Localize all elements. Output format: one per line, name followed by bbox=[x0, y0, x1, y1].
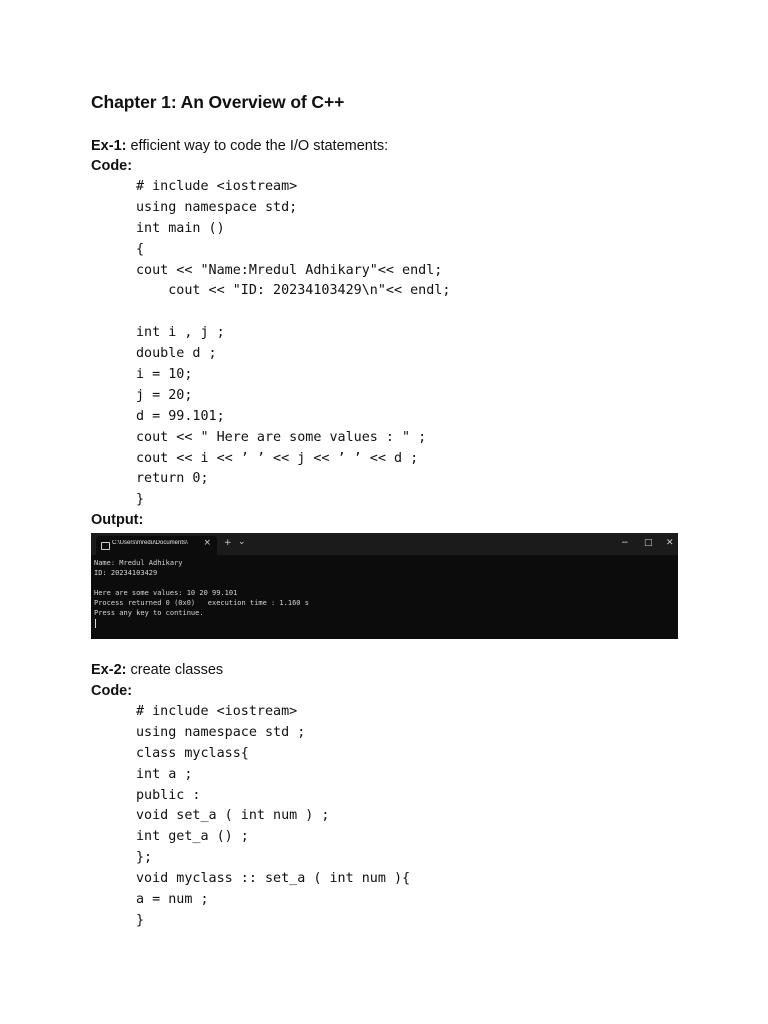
code-line: cout << " Here are some values : " ; bbox=[136, 429, 427, 445]
code-line: cout << i << ’ ’ << j << ’ ’ << d ; bbox=[136, 450, 419, 466]
code-line: } bbox=[136, 912, 145, 928]
code-line: }; bbox=[136, 850, 153, 866]
code-line: } bbox=[136, 492, 145, 508]
terminal-icon bbox=[101, 542, 110, 550]
code-line: void set_a ( int num ) ; bbox=[136, 808, 330, 824]
terminal-output bbox=[94, 558, 309, 618]
tab-close-icon[interactable]: × bbox=[203, 538, 211, 548]
ex1-heading bbox=[91, 138, 388, 154]
code-line: int main () bbox=[136, 220, 225, 236]
terminal-line: Press any key to continue. bbox=[94, 609, 204, 617]
terminal-line bbox=[94, 578, 309, 588]
code-line: # include <iostream> bbox=[136, 179, 298, 194]
ex2-code-block bbox=[136, 702, 410, 932]
terminal-tab[interactable] bbox=[96, 536, 217, 555]
code-line: int i , j ; bbox=[136, 325, 225, 341]
terminal-tab-title: C:\Users\mredu\Documents\ bbox=[112, 540, 188, 546]
window-close-icon[interactable]: ✕ bbox=[666, 538, 674, 548]
ex2-description: create classes bbox=[126, 662, 224, 678]
terminal-window bbox=[91, 533, 678, 639]
new-tab-icon[interactable]: + bbox=[224, 538, 232, 548]
terminal-cursor bbox=[95, 619, 96, 628]
code-line: return 0; bbox=[136, 471, 209, 487]
chapter-title: Chapter 1: An Overview of C++ bbox=[91, 92, 345, 112]
code-line: cout << "Name:Mredul Adhikary"<< endl; bbox=[136, 262, 443, 278]
code-line: class myclass{ bbox=[136, 745, 249, 761]
code-line bbox=[136, 302, 450, 323]
code-line: double d ; bbox=[136, 346, 217, 362]
code-line: using namespace std ; bbox=[136, 724, 306, 740]
minimize-icon[interactable]: − bbox=[621, 538, 629, 548]
code-line: a = num ; bbox=[136, 892, 209, 908]
terminal-line: Name: Mredul Adhikary bbox=[94, 559, 183, 567]
code-line: cout << "ID: 20234103429\n"<< endl; bbox=[136, 283, 451, 299]
ex2-heading bbox=[91, 662, 223, 678]
terminal-titlebar bbox=[91, 533, 678, 555]
chevron-down-icon[interactable]: ⌄ bbox=[238, 537, 246, 547]
code-line: int get_a () ; bbox=[136, 829, 249, 845]
ex1-description: efficient way to code the I/O statements: bbox=[126, 138, 389, 154]
code-line: int a ; bbox=[136, 766, 193, 782]
ex1-label: Ex-1: bbox=[91, 138, 127, 154]
terminal-line: ID: 20234103429 bbox=[94, 569, 158, 577]
code-line: using namespace std; bbox=[136, 199, 298, 215]
ex1-output-label: Output: bbox=[91, 512, 144, 528]
ex2-code-label: Code: bbox=[91, 683, 133, 699]
maximize-icon[interactable]: □ bbox=[644, 538, 653, 548]
ex2-label: Ex-2: bbox=[91, 662, 127, 678]
code-line: # include <iostream> bbox=[136, 704, 298, 719]
terminal-line: Here are some values: 10 20 99.101 bbox=[94, 589, 238, 597]
code-line: j = 20; bbox=[136, 387, 193, 403]
code-line: d = 99.101; bbox=[136, 408, 225, 424]
terminal-line: Process returned 0 (0x0) execution time : 1.160 s bbox=[94, 599, 309, 607]
code-line: { bbox=[136, 241, 145, 257]
code-line: public : bbox=[136, 787, 201, 803]
ex1-code-block bbox=[136, 177, 450, 511]
code-line: i = 10; bbox=[136, 367, 193, 383]
code-line: void myclass :: set_a ( int num ){ bbox=[136, 871, 411, 887]
ex1-code-label: Code: bbox=[91, 158, 133, 174]
